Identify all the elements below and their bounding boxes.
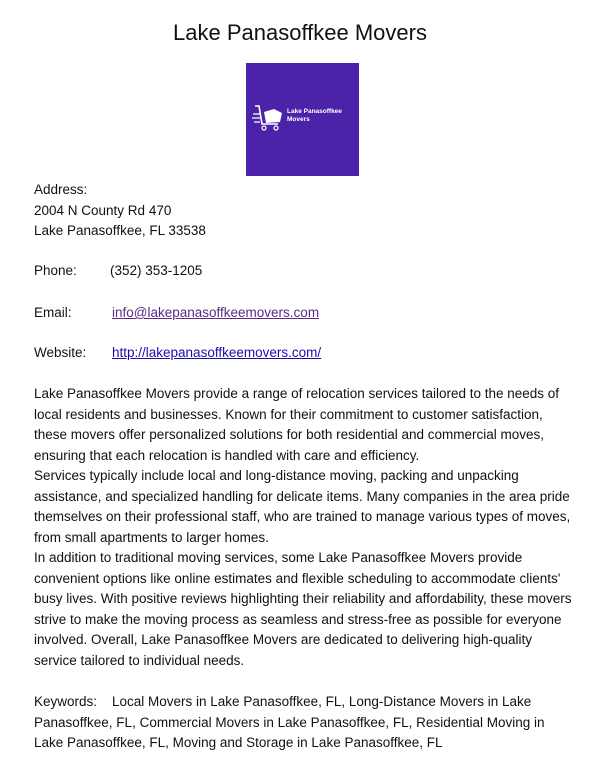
phone-value: (352) 353-1205 — [110, 263, 203, 278]
keywords-block — [34, 692, 574, 754]
website-row — [34, 343, 321, 364]
address-block — [34, 180, 206, 242]
address-label: Address: — [34, 182, 88, 197]
website-label: Website: — [34, 345, 87, 360]
logo-line-2: Movers — [287, 116, 310, 123]
page-title: Lake Panasoffkee Movers — [173, 20, 427, 45]
address-line-2: Lake Panasoffkee, FL 33538 — [34, 223, 206, 238]
moving-cart-icon — [252, 102, 288, 134]
email-label: Email: — [34, 305, 72, 320]
keywords-value: Local Movers in Lake Panasoffkee, FL, Long-Distance Movers in Lake Panasoffkee, FL, Commercial Movers in Lake Panasoffkee, FL, Residential Moving in Lake Panasoffkee, FL, Moving and Storage in Lake Panasoffkee, FL — [34, 694, 545, 750]
keywords-label: Keywords: — [34, 694, 98, 709]
email-link[interactable]: info@lakepanasoffkeemovers.com — [112, 305, 320, 320]
description — [34, 384, 574, 671]
description-paragraph-2: Services typically include local and long-distance moving, packing and unpacking assistance, and specialized handling for delicate items. Many companies in the area pride themselves on their professional staff, who are trained to manage various types of moves, from small apartments to larger homes. — [34, 468, 571, 545]
company-logo — [246, 63, 359, 176]
description-paragraph-1: Lake Panasoffkee Movers provide a range of relocation services tailored to the needs of local residents and businesses. Known for their commitment to customer satisfaction, these movers offer personalized solutions for both residential and commercial moves, ensuring that each relocation is handled with care and efficiency. — [34, 386, 560, 463]
description-paragraph-3: In addition to traditional moving services, some Lake Panasoffkee Movers provide convenient options like online estimates and flexible scheduling to accommodate clients' busy lives. With positive reviews highlighting their reliability and affordability, these movers strive to make the moving process as seamless and stress-free as possible for everyone involved. Overall, Lake Panasoffkee Movers are dedicated to delivering high-quality service tailored to individual needs. — [34, 550, 572, 668]
phone-row — [34, 261, 202, 282]
website-link[interactable]: http://lakepanasoffkeemovers.com/ — [112, 345, 322, 360]
email-row — [34, 303, 319, 324]
logo-text — [287, 108, 342, 124]
phone-label: Phone: — [34, 263, 77, 278]
address-line-1: 2004 N County Rd 470 — [34, 202, 172, 218]
logo-line-1: Lake Panasoffkee — [287, 108, 342, 115]
